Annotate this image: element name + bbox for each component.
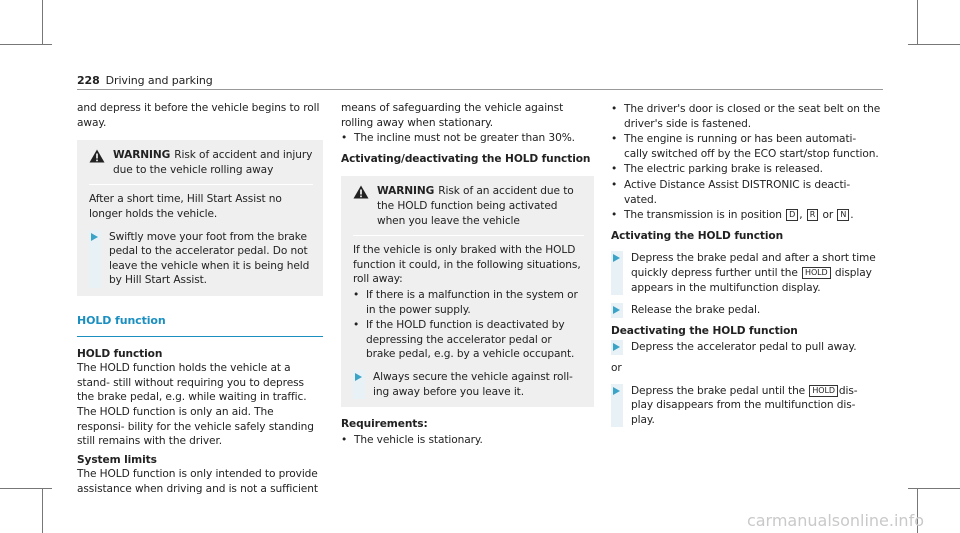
crop-mark: [908, 488, 960, 489]
instruction-step: Release the brake pedal.: [611, 303, 881, 318]
header-rule: [77, 89, 883, 90]
list-item: • The electric parking brake is released.: [611, 163, 823, 176]
warning-title: WARNING: [113, 149, 171, 162]
hold-heading: HOLD function: [77, 347, 163, 360]
arrow-icon: [613, 343, 620, 351]
instruction-step: Depress the brake pedal until the HOLD dis- play disappears from the multifunction dis- play.: [611, 384, 881, 428]
arrow-icon: [613, 306, 620, 314]
section-name: Driving and parking: [105, 74, 213, 87]
gear-r-symbol: R: [807, 209, 818, 221]
activating-heading: Activating the HOLD function: [611, 229, 784, 242]
warning-head: Risk of accident and injury due to the vehicle rolling away: [113, 149, 313, 176]
arrow-icon: [355, 373, 362, 381]
continued-text: means of safeguarding the vehicle against rolling away when stationary.: [341, 102, 564, 129]
list-item: • Active Distance Assist DISTRONIC is deacti- vated.: [611, 178, 851, 206]
page-header: [77, 74, 213, 88]
gear-n-symbol: N: [837, 209, 849, 221]
limits-heading: System limits: [77, 453, 157, 466]
list-item: • The transmission is in position D , R or N .: [611, 209, 854, 222]
hold-paragraph-2: The HOLD function is only an aid. The responsi- bility for the vehicle safely standing still remains with the driver.: [77, 405, 314, 448]
instruction-step: Depress the brake pedal and after a short time quickly depress further until the HOLD display appears in the multifunction display.: [611, 251, 881, 295]
arrow-icon: [613, 387, 620, 395]
limits-text: The HOLD function is only intended to provide assistance when driving and is not a sufficient: [77, 468, 318, 495]
instruction-step: [353, 370, 584, 399]
list-item: • The engine is running or has been automati- cally switched off by the ECO start/stop function.: [611, 133, 879, 160]
warning-box: [77, 140, 323, 296]
list-item: • If there is a malfunction in the system or in the power supply.: [353, 288, 578, 316]
column-3: [611, 101, 881, 427]
step-text: Swiftly move your foot from the brake pedal to the accelerator pedal. Do not leave the vehicle when it is being held by Hill Start Assist.: [109, 230, 310, 287]
instruction-step: [89, 230, 313, 288]
warning-head: Risk of an accident due to the HOLD function being activated when you leave the vehicle: [377, 185, 574, 227]
watermark: carmanualsonline.info: [746, 511, 924, 530]
instruction-step: Depress the accelerator pedal to pull away.: [611, 340, 881, 355]
list-item: • The incline must not be greater than 30%.: [341, 132, 575, 145]
warning-body: If the vehicle is only braked with the HOLD function it could, in the following situations, roll away:: [353, 244, 581, 286]
arrow-icon: [613, 254, 620, 262]
column-2: [341, 101, 594, 447]
list-item: • The driver's door is closed or the seat belt on the driver's side is fastened.: [611, 103, 881, 130]
crop-mark: [908, 44, 960, 45]
crop-mark: [0, 488, 52, 489]
warning-body: After a short time, Hill Start Assist no longer holds the vehicle.: [89, 193, 282, 220]
hold-symbol: HOLD: [802, 267, 831, 279]
page-number: 228: [77, 74, 100, 87]
requirements-heading: Requirements:: [341, 418, 428, 431]
hold-paragraph-1: The HOLD function holds the vehicle at a stand- still without requiring you to depress the brake pedal, e.g. while waiting in traffic.: [77, 362, 307, 404]
crop-mark: [0, 44, 52, 45]
column-1: [77, 101, 323, 496]
hold-symbol: HOLD: [809, 385, 838, 397]
activation-heading: Activating/deactivating the HOLD function: [341, 152, 591, 165]
crop-mark: [42, 488, 43, 533]
or-label: or: [611, 361, 622, 374]
warning-icon: [353, 185, 369, 199]
step-text: Always secure the vehicle against roll- ing away before you leave it.: [373, 370, 573, 398]
warning-box: [341, 176, 594, 407]
intro-text: and depress it before the vehicle begins to roll away.: [77, 102, 320, 129]
crop-mark: [42, 0, 43, 45]
arrow-icon: [91, 233, 98, 241]
crop-mark: [917, 0, 918, 45]
section-title: HOLD function: [77, 314, 323, 337]
list-item: • The vehicle is stationary.: [341, 433, 483, 446]
gear-d-symbol: D: [786, 209, 798, 221]
deactivating-heading: Deactivating the HOLD function: [611, 324, 798, 337]
list-item: • If the HOLD function is deactivated by depressing the accelerator pedal or brake pedal, e.g. by a vehicle occupant.: [353, 319, 575, 361]
warning-icon: [89, 149, 105, 163]
warning-title: WARNING: [377, 185, 435, 198]
